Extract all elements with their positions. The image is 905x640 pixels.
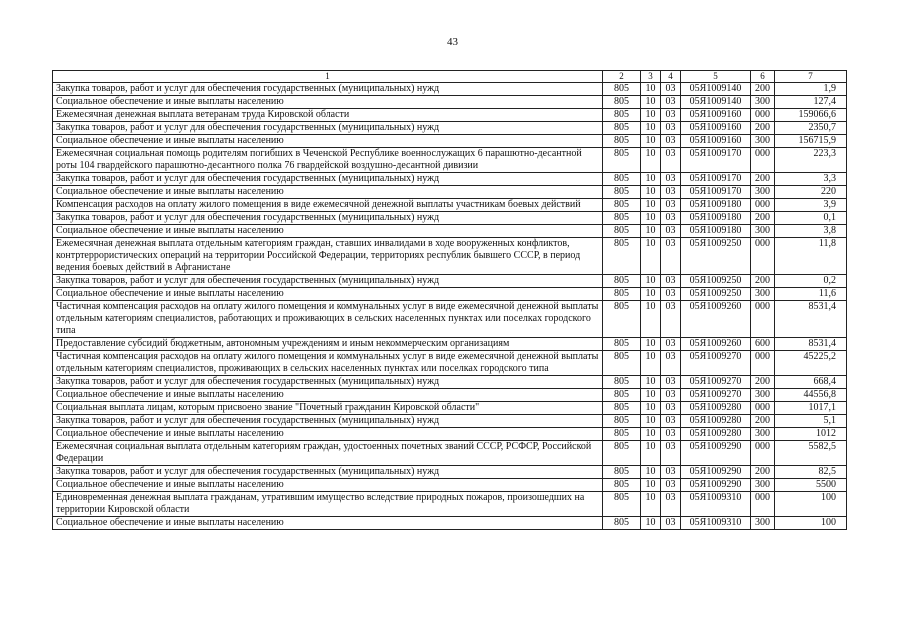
table-row	[53, 351, 847, 376]
row-code-cell: 805	[603, 225, 641, 238]
row-target-cell: 05Я1009260	[681, 301, 751, 338]
row-section-cell: 10	[641, 148, 661, 173]
row-name-cell: Ежемесячная социальная помощь родителям погибших в Чеченской Республике военнослужащих 6 парашютно-десантной роты 104 гвардейского парашютно-десантного полка 76 гвардейской воздушно-десантной дивизии	[53, 148, 603, 173]
row-target-cell: 05Я1009250	[681, 238, 751, 275]
column-header-2: 2	[603, 71, 641, 83]
row-code-cell: 805	[603, 415, 641, 428]
row-section-cell: 10	[641, 301, 661, 338]
row-name-cell: Закупка товаров, работ и услуг для обеспечения государственных (муниципальных) нужд	[53, 275, 603, 288]
row-target-cell: 05Я1009290	[681, 466, 751, 479]
row-code-cell: 805	[603, 238, 641, 275]
row-amount-cell: 11,8	[775, 238, 847, 275]
row-name-cell: Социальное обеспечение и иные выплаты населению	[53, 389, 603, 402]
row-target-cell: 05Я1009170	[681, 148, 751, 173]
column-header-7: 7	[775, 71, 847, 83]
row-subsection-cell: 03	[661, 338, 681, 351]
table-row	[53, 492, 847, 517]
row-subsection-cell: 03	[661, 301, 681, 338]
row-type-cell: 300	[751, 225, 775, 238]
row-code-cell: 805	[603, 148, 641, 173]
row-target-cell: 05Я1009140	[681, 83, 751, 96]
row-subsection-cell: 03	[661, 186, 681, 199]
table-row	[53, 479, 847, 492]
row-target-cell: 05Я1009170	[681, 173, 751, 186]
column-header-1: 1	[53, 71, 603, 83]
table-row	[53, 441, 847, 466]
row-name-cell: Закупка товаров, работ и услуг для обеспечения государственных (муниципальных) нужд	[53, 415, 603, 428]
row-subsection-cell: 03	[661, 275, 681, 288]
table-header-row	[53, 71, 847, 83]
row-subsection-cell: 03	[661, 441, 681, 466]
row-subsection-cell: 03	[661, 238, 681, 275]
row-section-cell: 10	[641, 122, 661, 135]
row-subsection-cell: 03	[661, 479, 681, 492]
row-code-cell: 805	[603, 96, 641, 109]
row-subsection-cell: 03	[661, 173, 681, 186]
row-target-cell: 05Я1009270	[681, 351, 751, 376]
row-section-cell: 10	[641, 288, 661, 301]
row-subsection-cell: 03	[661, 225, 681, 238]
row-code-cell: 805	[603, 402, 641, 415]
row-code-cell: 805	[603, 479, 641, 492]
row-type-cell: 300	[751, 96, 775, 109]
row-code-cell: 805	[603, 135, 641, 148]
row-name-cell: Закупка товаров, работ и услуг для обеспечения государственных (муниципальных) нужд	[53, 122, 603, 135]
row-amount-cell: 1017,1	[775, 402, 847, 415]
column-header-5: 5	[681, 71, 751, 83]
table-row	[53, 415, 847, 428]
row-amount-cell: 2350,7	[775, 122, 847, 135]
row-type-cell: 000	[751, 441, 775, 466]
row-target-cell: 05Я1009180	[681, 199, 751, 212]
row-type-cell: 300	[751, 288, 775, 301]
row-section-cell: 10	[641, 109, 661, 122]
budget-table	[52, 70, 847, 530]
row-section-cell: 10	[641, 186, 661, 199]
row-target-cell: 05Я1009250	[681, 275, 751, 288]
row-code-cell: 805	[603, 492, 641, 517]
row-section-cell: 10	[641, 402, 661, 415]
row-name-cell: Единовременная денежная выплата гражданам, утратившим имущество вследствие природных пожаров, произошедших на территории Кировской области	[53, 492, 603, 517]
table-row	[53, 148, 847, 173]
row-name-cell: Компенсация расходов на оплату жилого помещения в виде ежемесячной денежной выплаты участникам боевых действий	[53, 199, 603, 212]
row-name-cell: Социальное обеспечение и иные выплаты населению	[53, 288, 603, 301]
row-type-cell: 200	[751, 83, 775, 96]
row-target-cell: 05Я1009160	[681, 109, 751, 122]
row-subsection-cell: 03	[661, 428, 681, 441]
row-subsection-cell: 03	[661, 135, 681, 148]
row-target-cell: 05Я1009270	[681, 376, 751, 389]
row-target-cell: 05Я1009160	[681, 135, 751, 148]
row-amount-cell: 3,8	[775, 225, 847, 238]
column-header-4: 4	[661, 71, 681, 83]
row-type-cell: 000	[751, 148, 775, 173]
row-type-cell: 300	[751, 135, 775, 148]
row-code-cell: 805	[603, 517, 641, 530]
row-name-cell: Частичная компенсация расходов на оплату жилого помещения и коммунальных услуг в виде ежемесячной денежной выплаты отдельным категориям специалистов, проживающих в сельских населенных пунктах или поселках городского типа	[53, 351, 603, 376]
row-name-cell: Закупка товаров, работ и услуг для обеспечения государственных (муниципальных) нужд	[53, 83, 603, 96]
table-row	[53, 288, 847, 301]
row-amount-cell: 82,5	[775, 466, 847, 479]
row-type-cell: 200	[751, 275, 775, 288]
row-amount-cell: 100	[775, 492, 847, 517]
row-name-cell: Закупка товаров, работ и услуг для обеспечения государственных (муниципальных) нужд	[53, 173, 603, 186]
row-section-cell: 10	[641, 135, 661, 148]
row-section-cell: 10	[641, 441, 661, 466]
row-subsection-cell: 03	[661, 212, 681, 225]
row-section-cell: 10	[641, 225, 661, 238]
row-amount-cell: 8531,4	[775, 301, 847, 338]
row-amount-cell: 5582,5	[775, 441, 847, 466]
row-code-cell: 805	[603, 173, 641, 186]
row-section-cell: 10	[641, 83, 661, 96]
row-subsection-cell: 03	[661, 517, 681, 530]
row-target-cell: 05Я1009290	[681, 479, 751, 492]
table-row	[53, 96, 847, 109]
row-name-cell: Предоставление субсидий бюджетным, автономным учреждениям и иным некоммерческим организациям	[53, 338, 603, 351]
row-type-cell: 000	[751, 351, 775, 376]
row-name-cell: Социальное обеспечение и иные выплаты населению	[53, 135, 603, 148]
row-amount-cell: 156715,9	[775, 135, 847, 148]
row-subsection-cell: 03	[661, 199, 681, 212]
table-row	[53, 376, 847, 389]
row-subsection-cell: 03	[661, 492, 681, 517]
row-code-cell: 805	[603, 122, 641, 135]
row-section-cell: 10	[641, 517, 661, 530]
row-amount-cell: 44556,8	[775, 389, 847, 402]
row-target-cell: 05Я1009180	[681, 212, 751, 225]
table-row	[53, 135, 847, 148]
row-subsection-cell: 03	[661, 402, 681, 415]
row-code-cell: 805	[603, 351, 641, 376]
row-amount-cell: 1012	[775, 428, 847, 441]
table-row	[53, 212, 847, 225]
table-row	[53, 225, 847, 238]
row-type-cell: 200	[751, 122, 775, 135]
row-target-cell: 05Я1009310	[681, 492, 751, 517]
table-row	[53, 122, 847, 135]
row-section-cell: 10	[641, 492, 661, 517]
row-target-cell: 05Я1009280	[681, 415, 751, 428]
row-section-cell: 10	[641, 96, 661, 109]
table-row	[53, 275, 847, 288]
row-type-cell: 200	[751, 415, 775, 428]
row-code-cell: 805	[603, 288, 641, 301]
row-target-cell: 05Я1009160	[681, 122, 751, 135]
row-subsection-cell: 03	[661, 415, 681, 428]
row-name-cell: Социальное обеспечение и иные выплаты населению	[53, 479, 603, 492]
row-code-cell: 805	[603, 466, 641, 479]
row-amount-cell: 0,1	[775, 212, 847, 225]
row-type-cell: 300	[751, 186, 775, 199]
column-header-3: 3	[641, 71, 661, 83]
row-type-cell: 000	[751, 199, 775, 212]
row-amount-cell: 5500	[775, 479, 847, 492]
row-section-cell: 10	[641, 428, 661, 441]
row-subsection-cell: 03	[661, 96, 681, 109]
table-row	[53, 199, 847, 212]
row-target-cell: 05Я1009310	[681, 517, 751, 530]
row-section-cell: 10	[641, 338, 661, 351]
table-row	[53, 402, 847, 415]
row-code-cell: 805	[603, 441, 641, 466]
row-code-cell: 805	[603, 275, 641, 288]
row-target-cell: 05Я1009270	[681, 389, 751, 402]
row-name-cell: Социальное обеспечение и иные выплаты населению	[53, 428, 603, 441]
row-type-cell: 300	[751, 517, 775, 530]
row-subsection-cell: 03	[661, 148, 681, 173]
row-section-cell: 10	[641, 415, 661, 428]
row-type-cell: 000	[751, 492, 775, 517]
table-row	[53, 428, 847, 441]
row-subsection-cell: 03	[661, 466, 681, 479]
table-row	[53, 466, 847, 479]
row-subsection-cell: 03	[661, 389, 681, 402]
row-section-cell: 10	[641, 199, 661, 212]
row-subsection-cell: 03	[661, 351, 681, 376]
row-amount-cell: 220	[775, 186, 847, 199]
table-row	[53, 517, 847, 530]
row-target-cell: 05Я1009180	[681, 225, 751, 238]
row-target-cell: 05Я1009170	[681, 186, 751, 199]
row-amount-cell: 45225,2	[775, 351, 847, 376]
row-target-cell: 05Я1009140	[681, 96, 751, 109]
row-amount-cell: 127,4	[775, 96, 847, 109]
row-amount-cell: 5,1	[775, 415, 847, 428]
row-code-cell: 805	[603, 186, 641, 199]
row-code-cell: 805	[603, 428, 641, 441]
table-row	[53, 83, 847, 96]
row-name-cell: Ежемесячная денежная выплата отдельным категориям граждан, ставших инвалидами в ходе вооруженных конфликтов, контртеррористических операций на территории Российской Федерации, территориях республик бывшего СССР, в период ведения боевых действий в Афганистане	[53, 238, 603, 275]
row-type-cell: 200	[751, 173, 775, 186]
row-subsection-cell: 03	[661, 288, 681, 301]
row-name-cell: Ежемесячная денежная выплата ветеранам труда Кировской области	[53, 109, 603, 122]
row-amount-cell: 159066,6	[775, 109, 847, 122]
row-name-cell: Социальное обеспечение и иные выплаты населению	[53, 225, 603, 238]
row-section-cell: 10	[641, 212, 661, 225]
row-amount-cell: 100	[775, 517, 847, 530]
row-code-cell: 805	[603, 301, 641, 338]
row-subsection-cell: 03	[661, 109, 681, 122]
row-amount-cell: 1,9	[775, 83, 847, 96]
row-code-cell: 805	[603, 212, 641, 225]
row-target-cell: 05Я1009280	[681, 402, 751, 415]
row-code-cell: 805	[603, 199, 641, 212]
page-number: 43	[447, 36, 458, 48]
row-type-cell: 000	[751, 109, 775, 122]
row-name-cell: Закупка товаров, работ и услуг для обеспечения государственных (муниципальных) нужд	[53, 466, 603, 479]
row-amount-cell: 223,3	[775, 148, 847, 173]
table-row	[53, 301, 847, 338]
row-type-cell: 300	[751, 479, 775, 492]
row-target-cell: 05Я1009290	[681, 441, 751, 466]
table-row	[53, 109, 847, 122]
table-row	[53, 238, 847, 275]
row-type-cell: 200	[751, 212, 775, 225]
row-type-cell: 000	[751, 238, 775, 275]
row-name-cell: Социальная выплата лицам, которым присвоено звание "Почетный гражданин Кировской области"	[53, 402, 603, 415]
row-code-cell: 805	[603, 338, 641, 351]
row-amount-cell: 668,4	[775, 376, 847, 389]
row-amount-cell: 8531,4	[775, 338, 847, 351]
row-type-cell: 300	[751, 389, 775, 402]
row-name-cell: Социальное обеспечение и иные выплаты населению	[53, 96, 603, 109]
row-type-cell: 600	[751, 338, 775, 351]
row-target-cell: 05Я1009250	[681, 288, 751, 301]
row-type-cell: 200	[751, 376, 775, 389]
row-amount-cell: 11,6	[775, 288, 847, 301]
table-row	[53, 173, 847, 186]
row-section-cell: 10	[641, 275, 661, 288]
row-amount-cell: 3,9	[775, 199, 847, 212]
row-amount-cell: 3,3	[775, 173, 847, 186]
row-type-cell: 000	[751, 301, 775, 338]
row-subsection-cell: 03	[661, 122, 681, 135]
row-section-cell: 10	[641, 376, 661, 389]
row-subsection-cell: 03	[661, 83, 681, 96]
row-code-cell: 805	[603, 109, 641, 122]
row-section-cell: 10	[641, 173, 661, 186]
row-section-cell: 10	[641, 389, 661, 402]
row-type-cell: 300	[751, 428, 775, 441]
row-name-cell: Частичная компенсация расходов на оплату жилого помещения и коммунальных услуг в виде ежемесячной денежной выплаты отдельным категориям специалистов, работающих и проживающих в сельских населенных пунктах или поселках городского типа	[53, 301, 603, 338]
row-amount-cell: 0,2	[775, 275, 847, 288]
row-name-cell: Социальное обеспечение и иные выплаты населению	[53, 517, 603, 530]
row-target-cell: 05Я1009260	[681, 338, 751, 351]
row-type-cell: 000	[751, 402, 775, 415]
row-section-cell: 10	[641, 466, 661, 479]
row-name-cell: Закупка товаров, работ и услуг для обеспечения государственных (муниципальных) нужд	[53, 212, 603, 225]
row-subsection-cell: 03	[661, 376, 681, 389]
row-section-cell: 10	[641, 238, 661, 275]
row-name-cell: Закупка товаров, работ и услуг для обеспечения государственных (муниципальных) нужд	[53, 376, 603, 389]
row-section-cell: 10	[641, 351, 661, 376]
table-row	[53, 389, 847, 402]
row-code-cell: 805	[603, 389, 641, 402]
row-section-cell: 10	[641, 479, 661, 492]
table-row	[53, 338, 847, 351]
row-type-cell: 200	[751, 466, 775, 479]
row-code-cell: 805	[603, 376, 641, 389]
table-row	[53, 186, 847, 199]
row-target-cell: 05Я1009280	[681, 428, 751, 441]
row-name-cell: Социальное обеспечение и иные выплаты населению	[53, 186, 603, 199]
row-name-cell: Ежемесячная социальная выплата отдельным категориям граждан, удостоенных почетных званий СССР, РСФСР, Российской Федерации	[53, 441, 603, 466]
row-code-cell: 805	[603, 83, 641, 96]
column-header-6: 6	[751, 71, 775, 83]
